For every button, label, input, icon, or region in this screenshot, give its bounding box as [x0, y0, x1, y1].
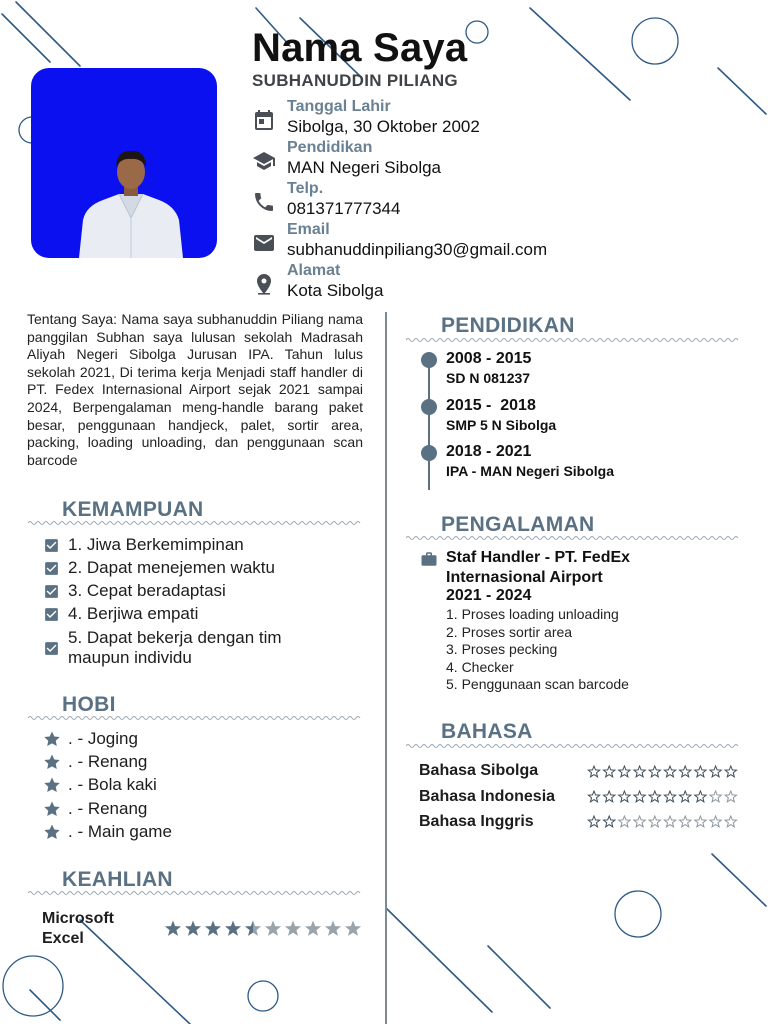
section-title-pengalaman: PENGALAMAN — [441, 513, 595, 536]
timeline-dot — [421, 399, 437, 415]
rating-star — [634, 816, 645, 827]
section-title-keahlian: KEAHLIAN — [62, 868, 173, 891]
rating-star — [603, 816, 614, 827]
rating-star — [710, 816, 721, 827]
profile-photo — [31, 68, 217, 258]
star-icon — [43, 823, 61, 841]
timeline-line — [428, 358, 430, 490]
rating-star — [725, 791, 736, 802]
education-school: SD N 081237 — [446, 370, 531, 386]
rating-star — [165, 921, 181, 936]
star-icon — [43, 753, 61, 771]
rating-star — [710, 766, 721, 777]
education-years: 2008 - 2015 — [446, 350, 532, 367]
rating-star — [634, 766, 645, 777]
skill-rating-stars — [164, 919, 364, 939]
section-underline — [28, 520, 363, 526]
rating-star — [664, 791, 675, 802]
rating-star — [588, 791, 599, 802]
rating-star — [725, 816, 736, 827]
rating-star — [588, 816, 599, 827]
info-value: Kota Sibolga — [287, 281, 384, 300]
rating-star — [664, 816, 675, 827]
rating-star — [664, 766, 675, 777]
rating-star — [619, 816, 630, 827]
rating-star — [695, 816, 706, 827]
rating-star — [185, 921, 201, 936]
list-item: 1. Proses loading unloading — [446, 606, 619, 622]
language-name: Bahasa Sibolga — [419, 762, 539, 779]
rating-star — [725, 766, 736, 777]
section-underline — [28, 890, 363, 896]
language-rating-stars — [587, 790, 743, 804]
education-school: SMP 5 N Sibolga — [446, 417, 557, 433]
checkbox-checked-icon — [43, 537, 60, 554]
rating-star — [619, 791, 630, 802]
section-title-bahasa: BAHASA — [441, 720, 533, 743]
section-underline — [406, 337, 741, 343]
rating-star — [649, 816, 660, 827]
rating-star — [245, 921, 261, 936]
rating-star — [305, 921, 321, 936]
rating-star — [710, 791, 721, 802]
checkbox-checked-icon — [43, 583, 60, 600]
list-item: 3. Proses pecking — [446, 641, 558, 657]
section-title-hobi: HOBI — [62, 693, 116, 716]
section-title-kemampuan: KEMAMPUAN — [62, 498, 204, 521]
column-divider — [385, 312, 387, 1024]
rating-star — [695, 791, 706, 802]
info-value: subhanuddinpiliang30@gmail.com — [287, 240, 548, 259]
location-pin-icon — [252, 272, 276, 296]
info-label: Pendidikan — [287, 139, 373, 156]
checkbox-checked-icon — [43, 606, 60, 623]
info-value: MAN Negeri Sibolga — [287, 158, 442, 177]
rating-star — [588, 766, 599, 777]
rating-star — [619, 766, 630, 777]
rating-star — [225, 921, 241, 936]
calendar-icon — [252, 108, 276, 132]
checkbox-checked-icon — [43, 640, 60, 657]
phone-icon — [252, 190, 276, 214]
rating-star — [649, 766, 660, 777]
list-item: 4. Checker — [446, 659, 514, 675]
rating-star — [603, 791, 614, 802]
education-years: 2018 - 2021 — [446, 443, 532, 460]
info-label: Email — [287, 221, 330, 238]
rating-star — [679, 791, 690, 802]
star-icon — [43, 776, 61, 794]
job-title: Staf Handler - PT. FedEx Internasional Airport — [446, 549, 631, 586]
briefcase-icon — [420, 550, 438, 568]
list-item: 2. Proses sortir area — [446, 624, 573, 640]
about-text: Tentang Saya: Nama saya subhanuddin Piliang nama panggilan Subhan saya lulusan sekolah Madrasah Aliyah Negeri Sibolga Jurusan IPA. Tahun lulus sekolah 2021, Di terima kerja Menjadi staff handler di PT. Fedex Internasional Airport sejak 2021 sampai 2024, Berpengalaman meng-handle barang paket besar, penggunaan handjeck, palet, sortir area, packing, loading unloading, dan penggunaan scan barcode — [27, 311, 363, 468]
language-name: Bahasa Inggris — [419, 813, 534, 830]
star-icon — [43, 730, 61, 748]
email-icon — [252, 231, 276, 255]
timeline-dot — [421, 445, 437, 461]
rating-star — [679, 766, 690, 777]
rating-star — [325, 921, 341, 936]
timeline-dot — [421, 352, 437, 368]
rating-star — [649, 791, 660, 802]
education-school: IPA - MAN Negeri Sibolga — [446, 463, 615, 479]
info-label: Telp. — [287, 180, 324, 197]
language-rating-stars — [587, 765, 743, 779]
section-underline — [406, 535, 741, 541]
page-title: Nama Saya — [252, 26, 468, 70]
full-name: SUBHANUDDIN PILIANG — [252, 71, 458, 90]
rating-star — [695, 766, 706, 777]
rating-star — [345, 921, 361, 936]
star-icon — [43, 800, 61, 818]
language-name: Bahasa Indonesia — [419, 788, 556, 805]
job-period: 2021 - 2024 — [446, 587, 532, 604]
education-years: 2015 - 2018 — [446, 397, 536, 414]
graduation-cap-icon — [252, 149, 276, 173]
skill-name: Microsoft Excel — [42, 910, 114, 947]
section-title-pendidikan: PENDIDIKAN — [441, 314, 575, 337]
rating-star — [205, 921, 221, 936]
rating-star — [603, 766, 614, 777]
info-label: Tanggal Lahir — [287, 98, 391, 115]
section-underline — [28, 715, 363, 721]
language-rating-stars — [587, 815, 743, 829]
list-item: 5. Penggunaan scan barcode — [446, 676, 629, 692]
info-label: Alamat — [287, 262, 341, 279]
rating-star — [285, 921, 301, 936]
rating-star — [634, 791, 645, 802]
person-figure — [31, 68, 217, 258]
rating-star — [679, 816, 690, 827]
info-value: Sibolga, 30 Oktober 2002 — [287, 117, 480, 136]
info-value: 081371777344 — [287, 199, 401, 218]
section-underline — [406, 743, 741, 749]
rating-star — [265, 921, 281, 936]
checkbox-checked-icon — [43, 560, 60, 577]
